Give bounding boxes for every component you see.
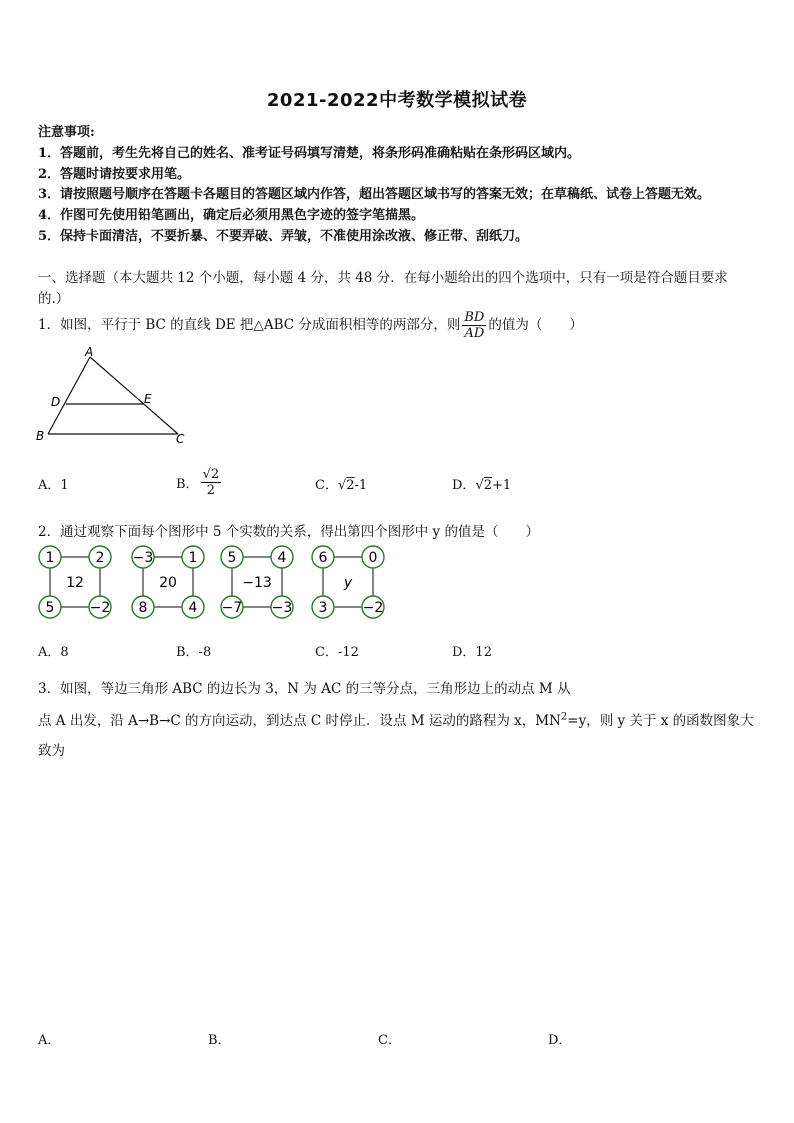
q2-squares-figure	[34, 543, 394, 621]
sq4-tr: 0	[368, 550, 378, 566]
q1-option-a: A．1	[38, 478, 69, 493]
q1-option-b-label: B．	[176, 477, 199, 492]
sq4-tl: 6	[318, 550, 328, 566]
sq1-br: −2	[89, 600, 111, 616]
label-A: A	[85, 345, 94, 359]
q1-option-d-tail: +1	[492, 478, 512, 493]
q1-option-b-radicand: 2	[210, 467, 220, 482]
q1-text: 1．如图，平行于 BC 的直线 DE 把△ABC 分成面积相等的两部分，则	[38, 317, 461, 333]
sq4-br: −2	[362, 600, 384, 616]
q1-option-b-fraction	[201, 467, 222, 498]
q3-option-c: C．	[378, 1033, 401, 1048]
q1-option-c-radicand: 2	[346, 478, 355, 493]
label-D: D	[51, 395, 61, 409]
sq1-bl: 5	[45, 600, 55, 616]
note-item-1: 1．答题前，考生先将自己的姓名、准考证号码填写清楚，将条形码准确粘贴在条形码区域内。	[38, 146, 581, 161]
q2-option-c: C．-12	[315, 645, 359, 660]
q2-option-d: D．12	[452, 645, 492, 660]
sq3-tr: 4	[277, 550, 287, 566]
q2-square-2	[132, 546, 204, 618]
sq2-tr: 1	[188, 550, 198, 566]
notes-heading: 注意事项:	[38, 125, 95, 140]
sq4-center: y	[343, 575, 353, 591]
q1-option-d	[452, 474, 511, 493]
q1-stem	[38, 310, 583, 341]
q3-line2-sup: 2	[560, 711, 568, 723]
q3-option-a: A．	[38, 1033, 61, 1048]
sq3-bl: −7	[221, 600, 243, 616]
note-item-4: 4．作图可先使用铅笔画出，确定后必须用黑色字迹的签字笔描黑。	[38, 208, 425, 223]
q1-option-d-sqrt: √2	[475, 478, 493, 493]
sq3-tl: 5	[227, 550, 237, 566]
sq3-br: −3	[271, 600, 293, 616]
label-E: E	[144, 392, 152, 406]
q1-fraction	[462, 310, 486, 341]
q3-line3: 致为	[38, 743, 65, 759]
q2-square-1	[39, 546, 111, 618]
q2-square-3	[221, 546, 293, 618]
sq3-center: −13	[242, 575, 272, 591]
q1-frac-num: BD	[464, 310, 485, 325]
label-B: B	[36, 429, 45, 443]
q2-option-b: B．-8	[176, 645, 212, 660]
sq2-bl: 8	[138, 600, 148, 616]
q1-option-d-label: D．	[452, 478, 476, 493]
q1-tail: 的值为（ ）	[488, 317, 583, 333]
q3-option-b: B．	[208, 1033, 231, 1048]
sq1-tl: 1	[45, 550, 55, 566]
q1-option-c-sqrt: √2	[337, 478, 355, 493]
q1-triangle-figure	[30, 344, 200, 448]
q2-square-4	[312, 546, 384, 618]
sq2-tl: −3	[132, 550, 154, 566]
q3-line2-b: =y，则 y 关于 x 的函数图象大	[567, 713, 754, 729]
sq1-tr: 2	[95, 550, 105, 566]
sq4-bl: 3	[318, 600, 328, 616]
note-item-2: 2．答题时请按要求用笔。	[38, 167, 191, 182]
q2-stem: 2．通过观察下面每个图形中 5 个实数的关系，得出第四个图形中 y 的值是（ ）	[38, 524, 539, 540]
q1-option-c-label: C．	[315, 478, 338, 493]
q1-frac-den: AD	[464, 326, 485, 341]
note-item-5: 5．保持卡面清洁，不要折暴、不要弄破、弄皱，不准使用涂改液、修正带、刮纸刀。	[38, 229, 529, 244]
q3-line1: 3．如图，等边三角形 ABC 的边长为 3，N 为 AC 的三等分点，三角形边上的动点 M 从	[38, 681, 571, 697]
q1-option-c-tail: -1	[354, 478, 368, 493]
page-title: 2021-2022中考数学模拟试卷	[266, 90, 528, 111]
sq1-center: 12	[66, 575, 84, 591]
q1-option-c	[315, 474, 367, 493]
sq2-br: 4	[188, 600, 198, 616]
q1-option-b-num: √2	[202, 467, 220, 482]
label-C: C	[176, 432, 185, 446]
q1-option-d-radicand: 2	[483, 478, 493, 493]
sq2-center: 20	[159, 575, 177, 591]
q2-option-a: A．8	[38, 645, 69, 660]
q3-line2-a: 点 A 出发，沿 A→B→C 的方向运动，到达点 C 时停止．设点 M 运动的路程为 x，MN	[38, 713, 561, 729]
note-item-3: 3．请按照题号顺序在答题卡各题目的答题区域内作答，超出答题区域书写的答案无效；在草稿纸、试卷上答题无效。	[38, 187, 711, 202]
section-heading-line1: 一、选择题（本大题共 12 个小题，每小题 4 分，共 48 分．在每小题给出的四个选项中，只有一项是符合题目要求	[38, 270, 728, 286]
section-heading-line2: 的.）	[38, 291, 70, 307]
q3-option-d: D．	[548, 1033, 572, 1048]
q1-option-b-den: 2	[206, 483, 215, 498]
q1-option-b	[176, 467, 223, 498]
q3-line2	[38, 709, 754, 729]
